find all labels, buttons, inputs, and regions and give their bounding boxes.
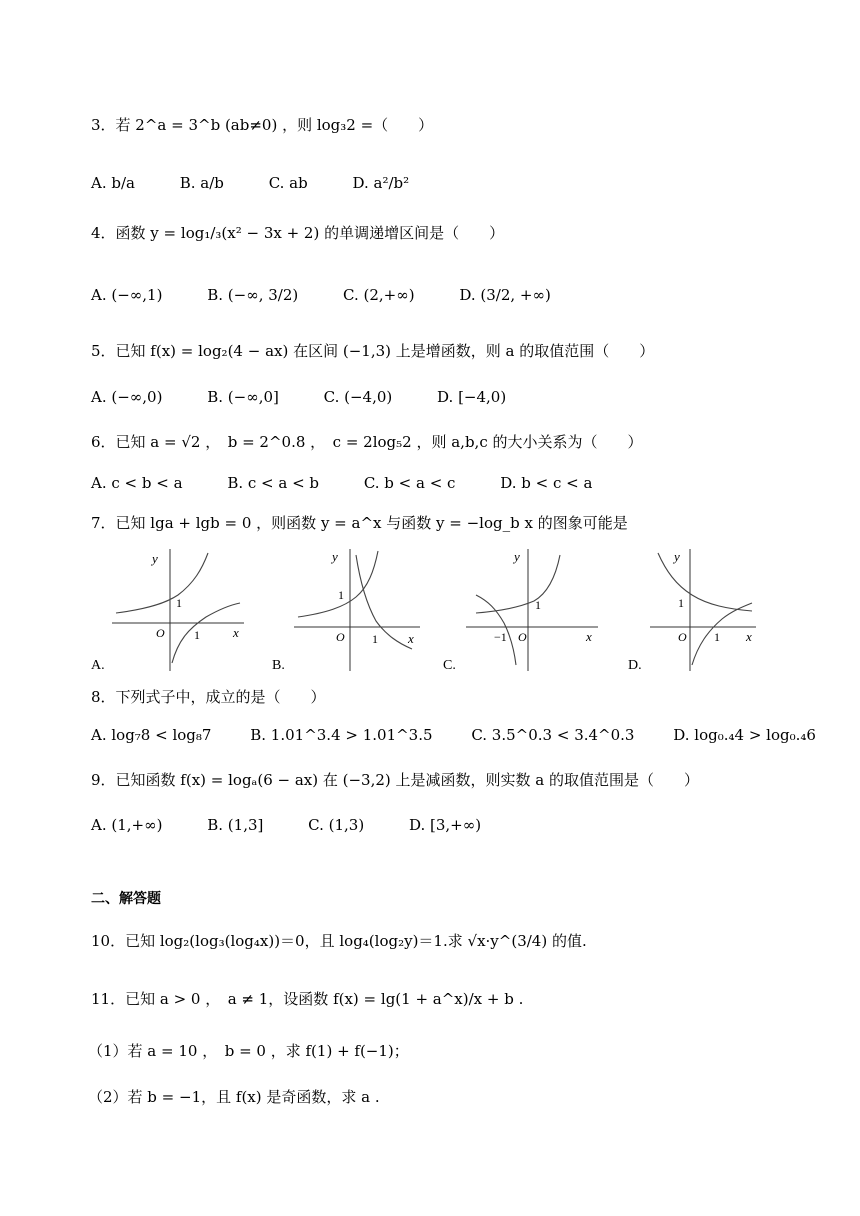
q6-option-b: B. c < a < b bbox=[227, 474, 320, 492]
q7-graph-d-y-label: y bbox=[674, 549, 680, 564]
q6-option-d: D. b < c < a bbox=[500, 474, 593, 492]
q7-label-c: C. bbox=[443, 658, 456, 673]
q3-option-a: A. b/a bbox=[91, 174, 135, 192]
q8-option-d: D. log₀.₄4 > log₀.₄6 bbox=[673, 726, 816, 744]
q3-option-b: B. a/b bbox=[179, 174, 224, 192]
q9-option-b: B. (1,3] bbox=[207, 816, 264, 834]
q8-options bbox=[91, 724, 816, 746]
q7-graph-b-one-y: 1 bbox=[338, 588, 344, 602]
q7-graph-b-x-label: x bbox=[408, 631, 414, 646]
q7-graph-b-one-x: 1 bbox=[372, 632, 378, 646]
q7-graph-a-one-x: 1 bbox=[194, 628, 200, 642]
q7-graph-d bbox=[648, 545, 760, 675]
q7-label-b: B. bbox=[272, 658, 285, 673]
q4-option-d: D. (3/2, +∞) bbox=[459, 286, 551, 304]
q9-stem: 9．已知函数 f(x) = logₐ(6 − ax) 在 (−3,2) 上是减函数，则实数 a 的取值范围是（ ） bbox=[91, 771, 700, 789]
q5-option-b: B. (−∞,0] bbox=[207, 388, 279, 406]
q4-option-a: A. (−∞,1) bbox=[91, 286, 163, 304]
section-2-heading: 二、解答题 bbox=[91, 891, 161, 907]
q4-stem: 4．函数 y = log₁/₃(x² − 3x + 2) 的单调递增区间是（ ） bbox=[91, 224, 505, 242]
q7-graph-a-one-y: 1 bbox=[176, 596, 182, 610]
q9-option-d: D. [3,+∞) bbox=[408, 816, 482, 834]
q5-option-a: A. (−∞,0) bbox=[91, 388, 163, 406]
q5-options bbox=[91, 386, 506, 408]
q7-graph-a bbox=[108, 545, 248, 675]
q7-graph-c-neg-one: −1 bbox=[494, 630, 507, 644]
q3-stem: 3．若 2^a = 3^b (ab≠0) ，则 log₃2 =（ ） bbox=[91, 116, 434, 134]
q10-text: 10．已知 log₂(log₃(log₄x))＝0，且 log₄(log₂y)＝1.求 √x·y^(3/4) 的值. bbox=[91, 932, 587, 950]
q11-part1: （1）若 a = 10 ， b = 0 ，求 f(1) + f(−1)； bbox=[88, 1042, 409, 1060]
q7-graph-a-origin: O bbox=[156, 626, 165, 640]
q8-option-b: B. 1.01^3.4 > 1.01^3.5 bbox=[250, 726, 433, 744]
q7-graph-c-x-label: x bbox=[586, 629, 592, 644]
q7-label-a: A. bbox=[91, 658, 105, 673]
q7-graph-c bbox=[462, 545, 602, 675]
q7-graph-a-y-label: y bbox=[152, 551, 158, 566]
q4-option-b: B. (−∞, 3/2) bbox=[207, 286, 299, 304]
q8-option-c: C. 3.5^0.3 < 3.4^0.3 bbox=[471, 726, 635, 744]
q5-stem: 5．已知 f(x) = log₂(4 − ax) 在区间 (−1,3) 上是增函数，则 a 的取值范围（ ） bbox=[91, 342, 655, 360]
q7-graph-b-y-label: y bbox=[332, 549, 338, 564]
q9-option-c: C. (1,3) bbox=[308, 816, 365, 834]
q7-graph-d-origin: O bbox=[678, 630, 687, 644]
q4-options bbox=[91, 284, 551, 306]
q9-options bbox=[91, 814, 481, 836]
q7-graph-b-origin: O bbox=[336, 630, 345, 644]
q7-graph-d-x-label: x bbox=[746, 629, 752, 644]
q3-options bbox=[91, 172, 409, 194]
q7-graph-d-one-x: 1 bbox=[714, 630, 720, 644]
q9-option-a: A. (1,+∞) bbox=[91, 816, 163, 834]
q5-option-d: D. [−4,0) bbox=[437, 388, 507, 406]
q7-graph-c-one-y: 1 bbox=[535, 598, 541, 612]
q3-option-c: C. ab bbox=[268, 174, 308, 192]
q6-stem: 6．已知 a = √2 ， b = 2^0.8 ， c = 2log₅2 ，则 a,b,c 的大小关系为（ ） bbox=[91, 433, 643, 451]
q11-part2: （2）若 b = −1，且 f(x) 是奇函数，求 a . bbox=[88, 1088, 380, 1106]
q7-graph-d-one-y: 1 bbox=[678, 596, 684, 610]
q7-graph-a-x-label: x bbox=[233, 625, 239, 640]
q6-options bbox=[91, 472, 592, 494]
q7-graph-c-y-label: y bbox=[514, 549, 520, 564]
q3-option-d: D. a²/b² bbox=[352, 174, 410, 192]
q6-option-a: A. c < b < a bbox=[91, 474, 183, 492]
q6-option-c: C. b < a < c bbox=[363, 474, 456, 492]
q4-option-c: C. (2,+∞) bbox=[343, 286, 415, 304]
q11-stem: 11．已知 a > 0 ， a ≠ 1，设函数 f(x) = lg(1 + a^x)/x + b . bbox=[91, 990, 524, 1008]
q8-stem: 8．下列式子中，成立的是（ ） bbox=[91, 688, 326, 706]
q7-graph-b bbox=[290, 545, 425, 675]
q7-stem: 7．已知 lga + lgb = 0 ，则函数 y = a^x 与函数 y = −log_b x 的图象可能是 bbox=[91, 514, 628, 532]
q8-option-a: A. log₇8 < log₈7 bbox=[91, 726, 212, 744]
q5-option-c: C. (−4,0) bbox=[323, 388, 393, 406]
q7-label-d: D. bbox=[628, 658, 642, 673]
q7-graph-c-origin: O bbox=[518, 630, 527, 644]
